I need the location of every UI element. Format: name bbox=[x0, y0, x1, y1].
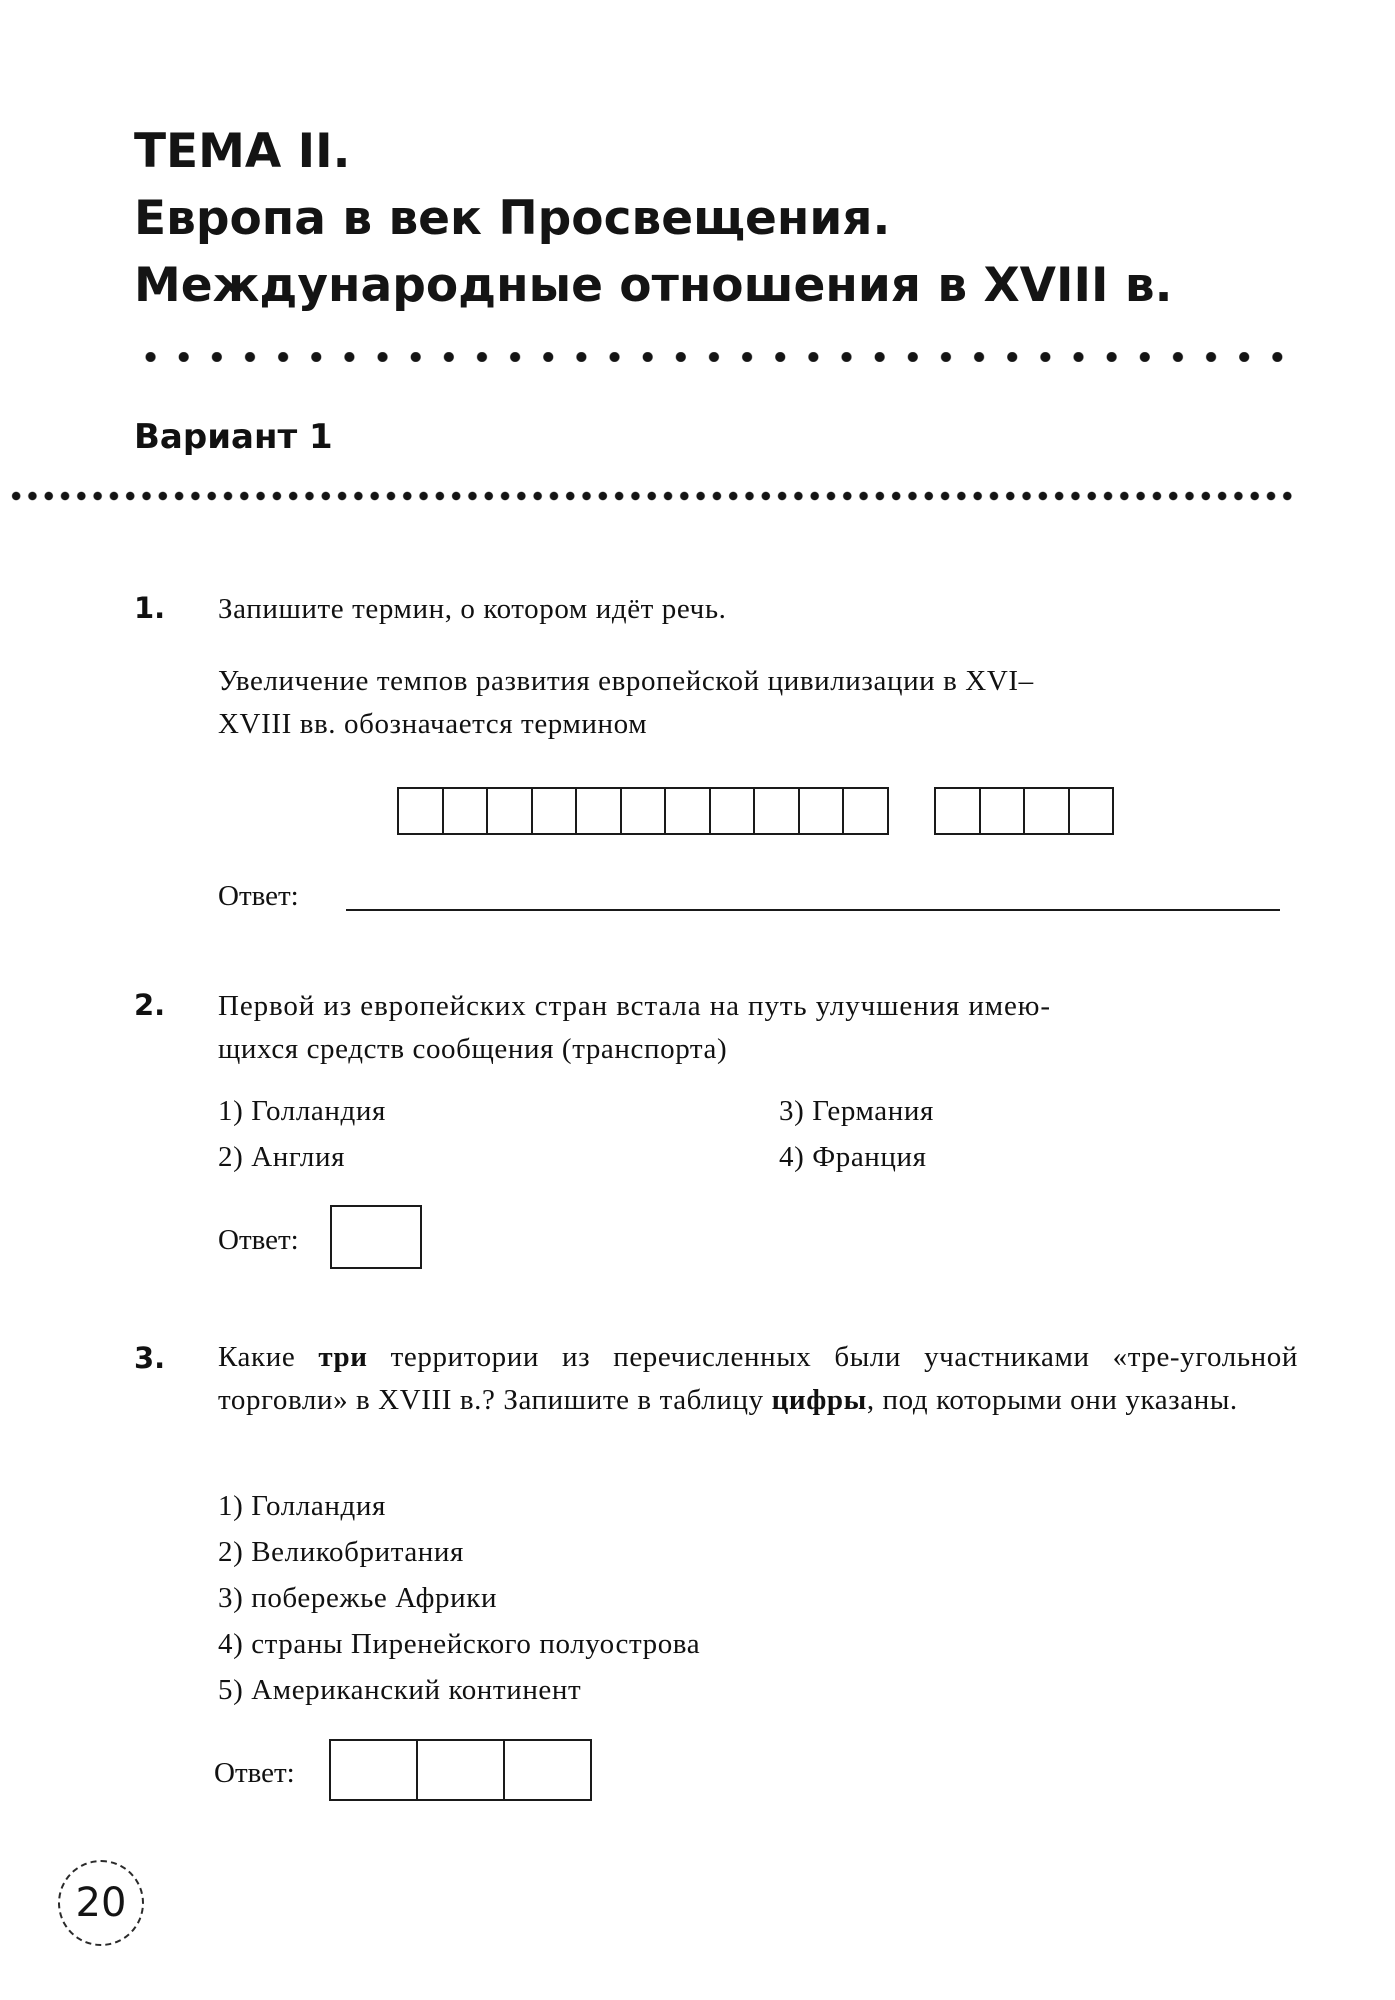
term-cell[interactable] bbox=[1023, 789, 1068, 833]
term-cell[interactable] bbox=[486, 789, 531, 833]
question-1-answer-line[interactable] bbox=[346, 909, 1280, 911]
topic-line-1: ТЕМА II. bbox=[134, 124, 351, 179]
question-3-bold-three: три bbox=[318, 1341, 368, 1373]
variant-title: Вариант 1 bbox=[134, 417, 333, 457]
page-number: 20 bbox=[58, 1860, 144, 1946]
question-2-option-2: 2) Англия bbox=[218, 1141, 346, 1173]
dotted-divider-large bbox=[134, 352, 1294, 362]
term-cell[interactable] bbox=[842, 789, 887, 833]
question-2-text-line-2: щихся средств сообщения (транспорта) bbox=[218, 1033, 728, 1065]
answer-cell[interactable] bbox=[331, 1741, 416, 1799]
question-2-option-4: 4) Франция bbox=[779, 1141, 927, 1173]
answer-cell[interactable] bbox=[416, 1741, 503, 1799]
question-3-text-part: Какие bbox=[218, 1341, 319, 1373]
term-cell[interactable] bbox=[620, 789, 665, 833]
question-3-text-part: , под которыми они указаны. bbox=[866, 1384, 1238, 1416]
question-1-number: 1. bbox=[134, 591, 166, 625]
term-word-1-cells[interactable] bbox=[397, 787, 889, 835]
question-2-answer-box[interactable] bbox=[330, 1205, 422, 1269]
term-word-2-cells[interactable] bbox=[934, 787, 1114, 835]
topic-line-3: Международные отношения в XVIII в. bbox=[134, 258, 1173, 313]
question-1-statement-line-2: XVIII вв. обозначается термином bbox=[218, 708, 648, 740]
question-2-option-3: 3) Германия bbox=[779, 1095, 934, 1127]
term-cell[interactable] bbox=[979, 789, 1024, 833]
term-cell[interactable] bbox=[936, 789, 979, 833]
question-3-answer-table[interactable] bbox=[329, 1739, 592, 1801]
term-cell[interactable] bbox=[531, 789, 576, 833]
question-3-option-1: 1) Голландия bbox=[218, 1490, 386, 1522]
question-3-answer-label: Ответ: bbox=[214, 1757, 295, 1789]
term-cell[interactable] bbox=[664, 789, 709, 833]
term-cell[interactable] bbox=[1068, 789, 1113, 833]
topic-line-2: Европа в век Просвещения. bbox=[134, 191, 891, 246]
question-3-option-4: 4) страны Пиренейского полуострова bbox=[218, 1628, 701, 1660]
term-cell[interactable] bbox=[753, 789, 798, 833]
answer-cell[interactable] bbox=[503, 1741, 590, 1799]
term-cell[interactable] bbox=[798, 789, 843, 833]
question-1-answer-label: Ответ: bbox=[218, 880, 299, 912]
term-cell[interactable] bbox=[709, 789, 754, 833]
question-3-number: 3. bbox=[134, 1341, 166, 1375]
question-3-option-3: 3) побережье Африки bbox=[218, 1582, 498, 1614]
question-3-text bbox=[218, 1336, 1298, 1422]
topic-heading bbox=[134, 118, 1172, 319]
term-cell[interactable] bbox=[575, 789, 620, 833]
question-3-option-2: 2) Великобритания bbox=[218, 1536, 464, 1568]
question-3-bold-digits: цифры bbox=[771, 1384, 867, 1416]
question-2-option-1: 1) Голландия bbox=[218, 1095, 386, 1127]
question-1-instruction: Запишите термин, о котором идёт речь. bbox=[218, 593, 727, 625]
term-cell[interactable] bbox=[399, 789, 442, 833]
question-1-statement-line-1: Увеличение темпов развития европейской цивилизации в XVI– bbox=[218, 665, 1034, 697]
question-2-text-line-1: Первой из европейских стран встала на путь улучшения имею- bbox=[218, 990, 1051, 1022]
dotted-divider-small bbox=[8, 491, 1296, 501]
question-2-answer-label: Ответ: bbox=[218, 1224, 299, 1256]
question-2-number: 2. bbox=[134, 988, 166, 1022]
question-3-option-5: 5) Американский континент bbox=[218, 1674, 582, 1706]
term-cell[interactable] bbox=[442, 789, 487, 833]
question-3-text-part: территории из перечисленных были участниками «тре-угольной торговли» в XVIII в.? Запишите в таблицу bbox=[218, 1341, 1298, 1416]
